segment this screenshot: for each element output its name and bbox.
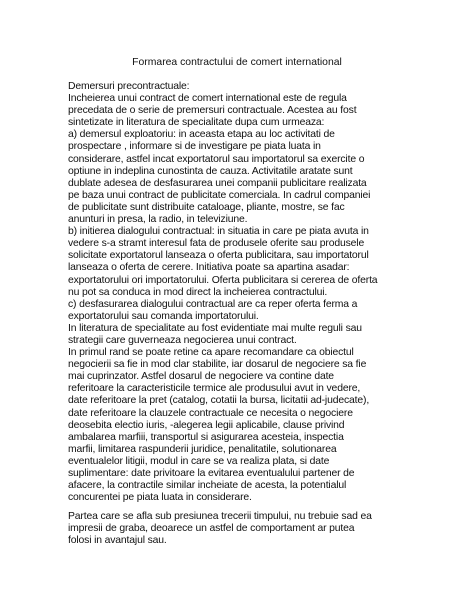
document-body	[68, 81, 408, 548]
text-line: eventualelor litigii, modul in care se va realiza plata, si date	[68, 455, 330, 467]
text-line: considerare, astfel incat exportatorul sau importatorul sa exercite o	[68, 153, 365, 165]
text-line: vedere s-a stramt interesul fata de produsele oferite sau produsele	[68, 238, 365, 250]
text-line: Partea care se afla sub presiunea trecerii timpului, nu trebuie sad ea	[68, 511, 372, 523]
text-line: date referitoare la pret (catalog, cotatii la bursa, licitatii ad-judecate),	[68, 395, 370, 407]
text-line: anunturi in presa, la radio, in televiziune.	[68, 214, 248, 226]
text-line: optiune in indeplina cunostinta de cauza. Activitatile aratate sunt	[68, 165, 353, 177]
text-line: de publicitate sunt distribuite cataloage, pliante, mostre, se fac	[68, 201, 345, 213]
text-line: concurentei pe piata luata in considerare.	[68, 492, 252, 504]
text-line: strategii care guverneaza negocierea unui contract.	[68, 334, 297, 346]
text-line: date referitoare la clauzele contractuale ce necesita o negociere	[68, 407, 353, 419]
text-line: c) desfasurarea dialogului contractual are ca reper oferta ferma a	[68, 298, 358, 310]
text-line: exportatorului ori importatorului. Oferta publicitara si cererea de oferta	[68, 274, 378, 286]
text-line: prospectare , informare si de investigare pe piata luata in	[68, 141, 321, 153]
text-line: pe baza unui contract de publicitate comerciala. In cadrul companiei	[68, 189, 371, 201]
text-line: In primul rand se poate retine ca apare recomandare ca obiectul	[68, 347, 354, 359]
text-line: afacere, la contractile similar incheiate de acesta, la potentialul	[68, 480, 347, 492]
text-line: marfii, limitarea raspunderii juridice, penalitatile, solutionarea	[68, 443, 337, 455]
text-line: negocierii sa fie in mod clar stabilite, iar dosarul de negociere sa fie	[68, 359, 367, 371]
text-line: deosebita electio iuris, -alegerea legii aplicabile, clause privind	[68, 419, 345, 431]
text-line: nu pot sa conduca in mod direct la incheierea contractului.	[68, 286, 328, 298]
text-line: Incheierea unui contract de comert international este de regula	[68, 93, 347, 105]
text-line: In literatura de specialitate au fost evidentiate mai multe reguli sau	[68, 322, 362, 334]
text-line: b) initierea dialogului contractual: in situatia in care pe piata avuta in	[68, 226, 369, 238]
text-line: a) demersul exploatoriu: in aceasta etapa au loc activitati de	[68, 129, 335, 141]
text-line: ambalarea marfiii, transportul si asigurarea acesteia, inspectia	[68, 431, 344, 443]
text-line: precedata de o serie de premersuri contractuale. Acestea au fost	[68, 105, 357, 117]
document-title: Formarea contractului de comert international	[132, 57, 342, 68]
text-line: solicitate exportatorul lanseaza o oferta publicitara, sau importatorul	[68, 250, 369, 262]
text-line: dublate adesea de desfasurarea unei companii publicitare realizata	[68, 177, 367, 189]
text-line: Demersuri precontractuale:	[68, 81, 190, 92]
paragraph-gap	[68, 504, 408, 511]
text-line: folosi in avantajul sau.	[68, 535, 167, 547]
text-line: sintetizate in literatura de specialitate dupa cum urmeaza:	[68, 117, 325, 129]
text-line: impresii de graba, deoarece un astfel de comportament ar putea	[68, 523, 355, 535]
text-line: referitoare la caracteristicile termice ale produsului avut in vedere,	[68, 383, 361, 395]
text-line: lanseaza o oferta de cerere. Initiativa poate sa apartina asadar:	[68, 262, 350, 274]
text-line: suplimentare: date privitoare la evitarea eventualului partener de	[68, 468, 355, 479]
text-line: exportatorului sau comanda importatorului.	[68, 310, 259, 322]
text-line: mai cuprinzator. Astfel dosarul de negociere va contine date	[68, 371, 334, 383]
